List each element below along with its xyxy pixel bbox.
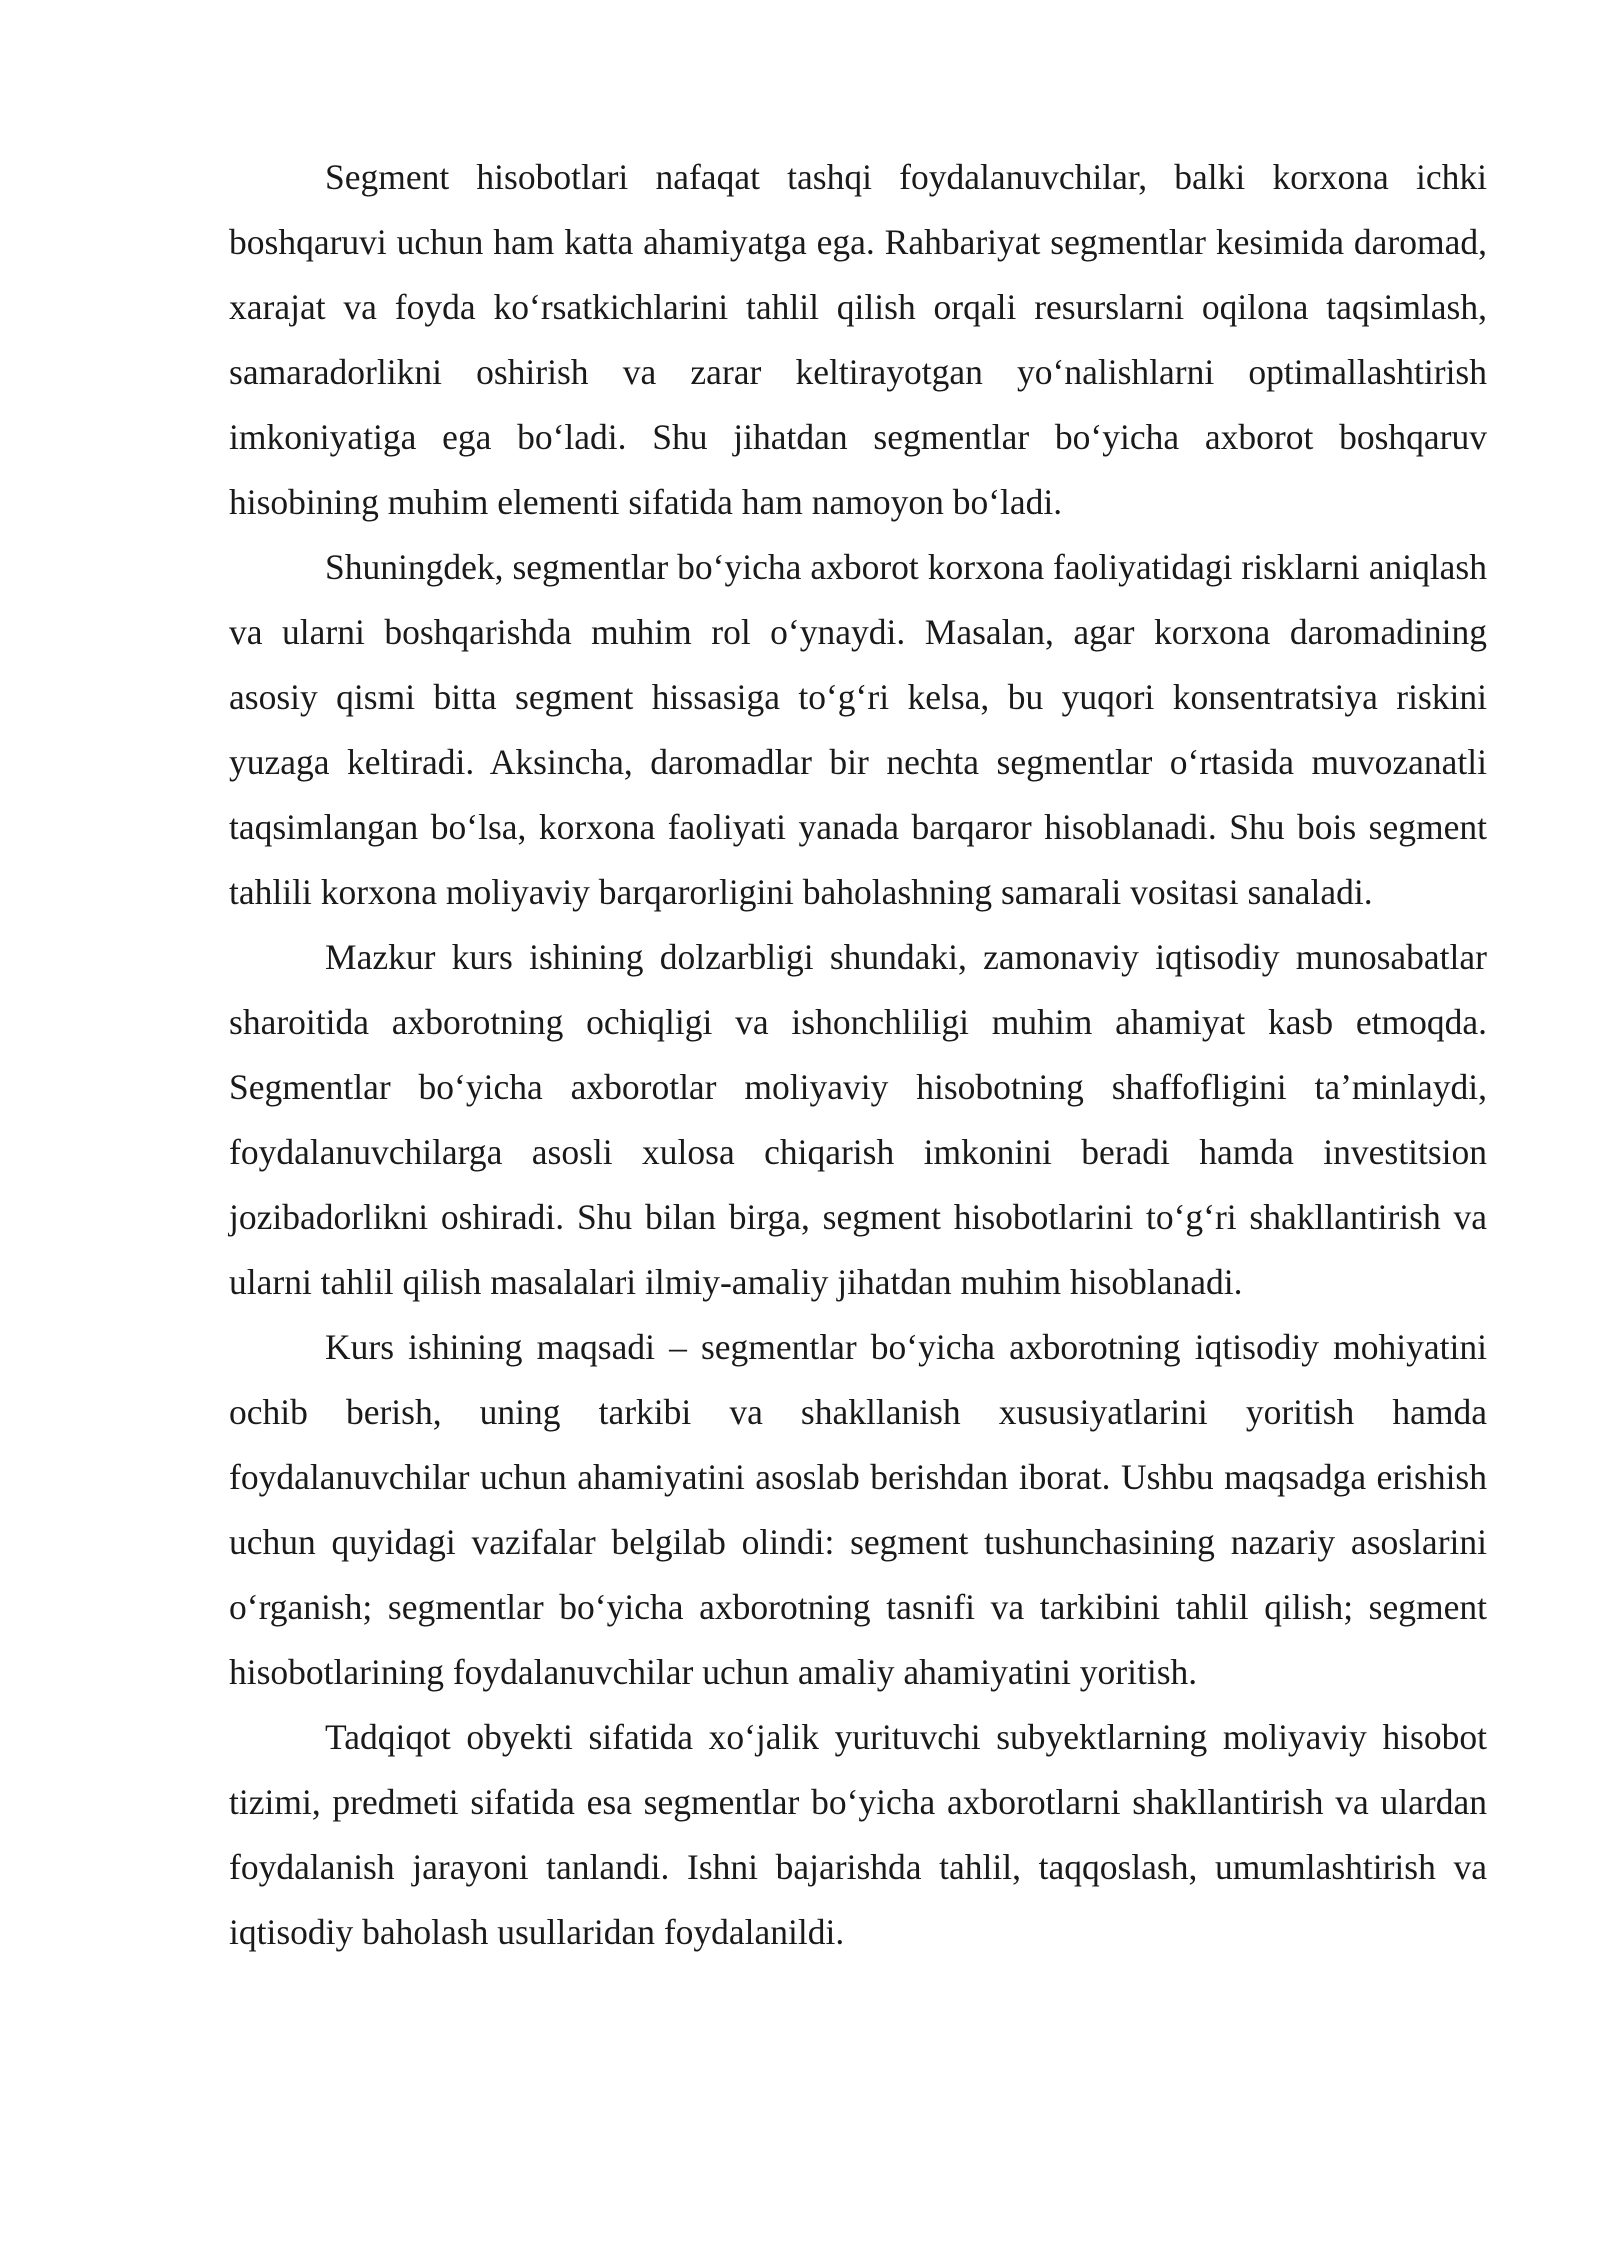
paragraph-2: Shuningdek, segmentlar boʻyicha axborot korxona faoliyatidagi risklarni aniqlash va ularni boshqarishda muhim rol oʻynaydi. Masalan, agar korxona daromadining asosiy qismi bitta segment hissasiga toʻgʻri kelsa, bu yuqori konsentratsiya riskini yuzaga keltiradi. Aksincha, daromadlar bir nechta segmentlar oʻrtasida muvozanatli taqsimlangan boʻlsa, korxona faoliyati yanada barqaror hisoblanadi. Shu bois segment tahlili korxona moliyaviy barqarorligini baholashning samarali vositasi sanaladi. <box>229 547 1487 912</box>
paragraph-1: Segment hisobotlari nafaqat tashqi foydalanuvchilar, balki korxona ichki boshqaruvi uchun ham katta ahamiyatga ega. Rahbariyat segmentlar kesimida daromad, xarajat va foyda koʻrsatkichlarini tahlil qilish orqali resurslarni oqilona taqsimlash, samaradorlikni oshirish va zarar keltirayotgan yoʻnalishlarni optimallashtirish imkoniyatiga ega boʻladi. Shu jihatdan segmentlar boʻyicha axborot boshqaruv hisobining muhim elementi sifatida ham namoyon boʻladi. <box>229 157 1487 522</box>
body-text <box>229 145 1487 1965</box>
paragraph-4: Kurs ishining maqsadi – segmentlar boʻyicha axborotning iqtisodiy mohiyatini ochib berish, uning tarkibi va shakllanish xususiyatlarini yoritish hamda foydalanuvchilar uchun ahamiyatini asoslab berishdan iborat. Ushbu maqsadga erishish uchun quyidagi vazifalar belgilab olindi: segment tushunchasining nazariy asoslarini oʻrganish; segmentlar boʻyicha axborotning tasnifi va tarkibini tahlil qilish; segment hisobotlarining foydalanuvchilar uchun amaliy ahamiyatini yoritish. <box>229 1327 1487 1692</box>
paragraph-5: Tadqiqot obyekti sifatida xoʻjalik yurituvchi subyektlarning moliyaviy hisobot tizimi, predmeti sifatida esa segmentlar boʻyicha axborotlarni shakllantirish va ulardan foydalanish jarayoni tanlandi. Ishni bajarishda tahlil, taqqoslash, umumlashtirish va iqtisodiy baholash usullaridan foydalanildi. <box>229 1717 1487 1952</box>
paragraph-3: Mazkur kurs ishining dolzarbligi shundaki, zamonaviy iqtisodiy munosabatlar sharoitida axborotning ochiqligi va ishonchliligi muhim ahamiyat kasb etmoqda. Segmentlar boʻyicha axborotlar moliyaviy hisobotning shaffofligini taʼminlaydi, foydalanuvchilarga asosli xulosa chiqarish imkonini beradi hamda investitsion jozibadorlikni oshiradi. Shu bilan birga, segment hisobotlarini toʻgʻri shakllantirish va ularni tahlil qilish masalalari ilmiy-amaliy jihatdan muhim hisoblanadi. <box>229 937 1487 1302</box>
